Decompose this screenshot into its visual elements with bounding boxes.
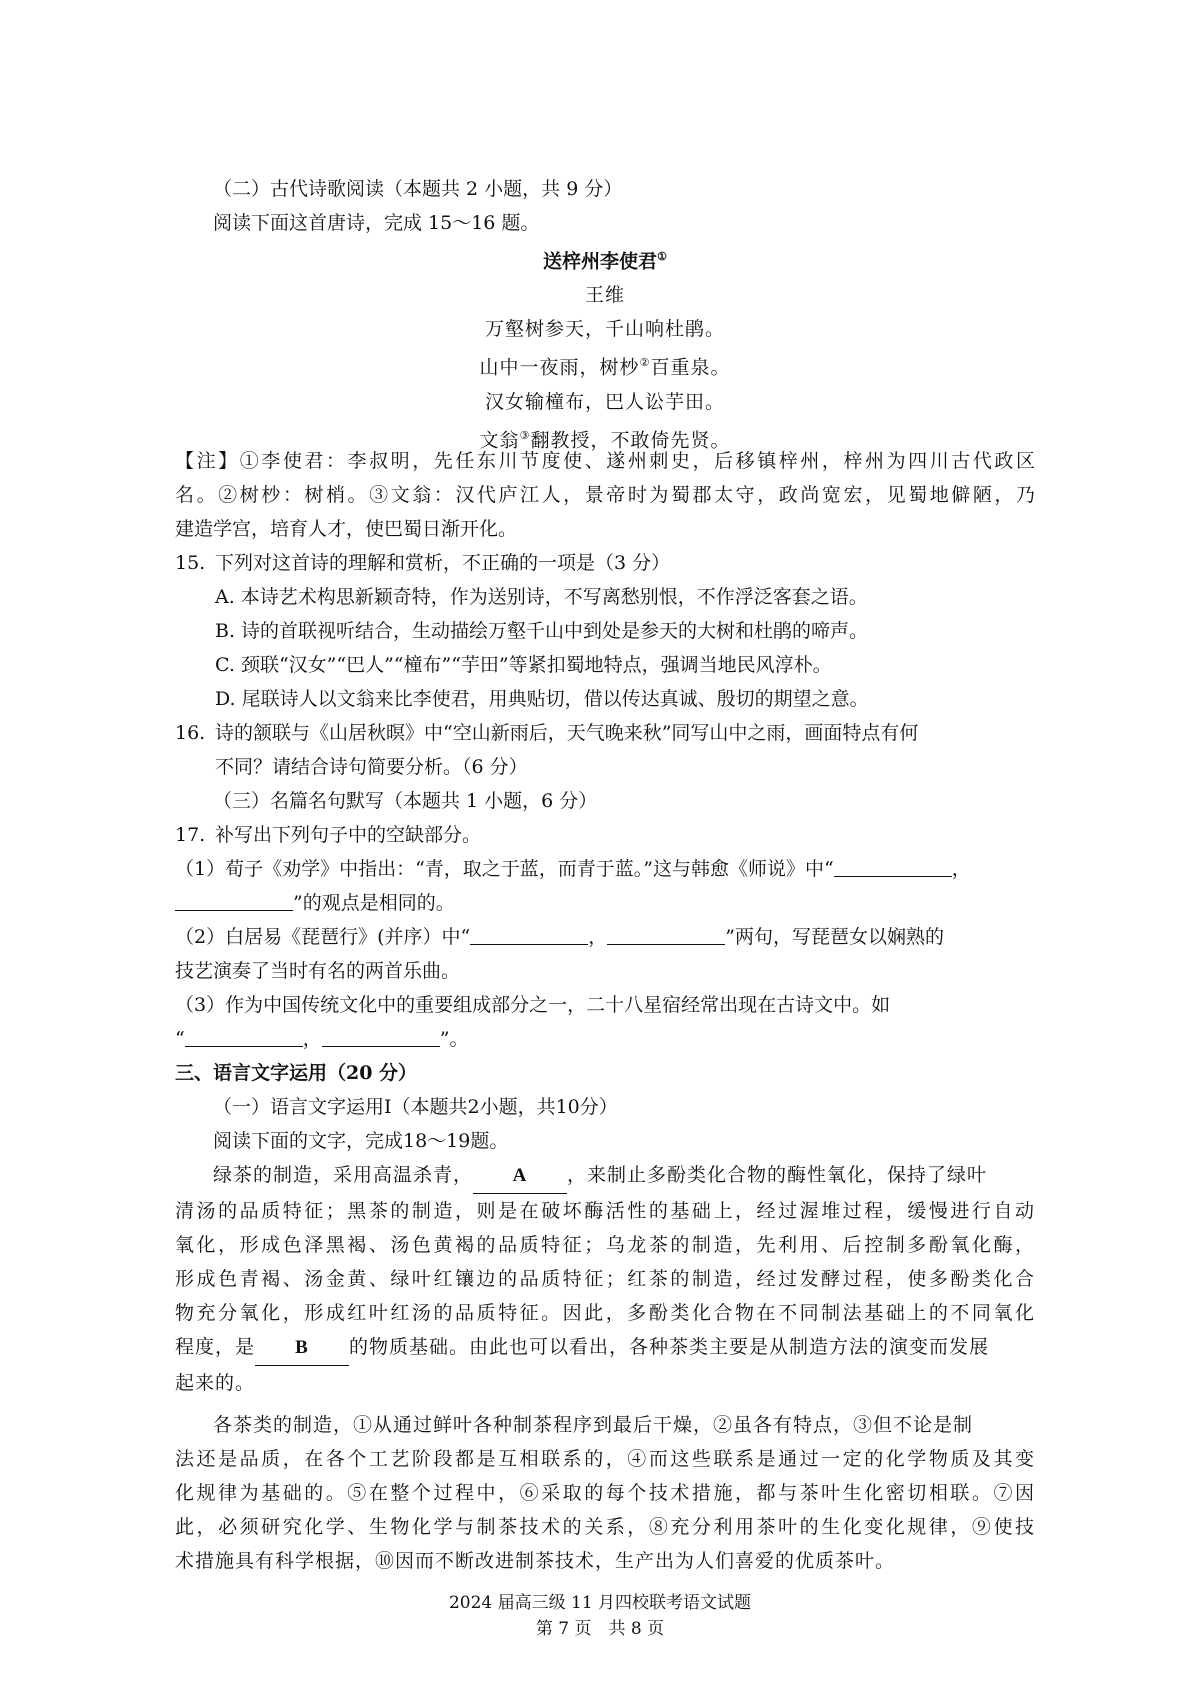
passage-line: 清汤的品质特征；黑茶的制造，则是在破坏酶活性的基础上，经过渥堆过程，缓慢进行自动	[175, 1200, 1035, 1222]
q17-part-1: （1）荀子《劝学》中指出：“青，取之于蓝，而青于蓝。”这与韩愈《师说》中“ ，	[175, 852, 1035, 886]
answer-blank[interactable]	[175, 888, 293, 911]
passage-line: 绿茶的制造，采用高温杀青， A ，来制止多酚类化合物的酶性氧化，保持了绿叶	[175, 1158, 1035, 1194]
note-line-1: 【注】①李使君：李叔明，先任东川节度使、遂州刺史，后移镇梓州，梓州为四川古代政区	[175, 450, 1035, 472]
passage-line: 物充分氧化，形成红叶红汤的品质特征。因此，多酚类化合物在不同制法基础上的不同氧化	[175, 1302, 1035, 1324]
section-language-use	[175, 1056, 1035, 1158]
question-15	[175, 546, 1035, 716]
question-stem-cont: 不同？请结合诗句简要分析。（6 分）	[215, 756, 528, 778]
option-c: C. 颈联“汉女”“巴人”“橦布”“芋田”等紧扣蜀地特点，强调当地民风淳朴。	[215, 654, 832, 676]
question-number: 16.	[175, 722, 206, 744]
answer-blank[interactable]	[322, 1024, 440, 1047]
question-stem: 15. 下列对这首诗的理解和赏析，不正确的一项是（3 分）	[175, 546, 1035, 580]
poem-notes	[175, 444, 1035, 546]
passage-line: 术措施具有科学根据，⑩因而不断改进制茶技术，生产出为人们喜爱的优质茶叶。	[175, 1550, 896, 1572]
passage-1	[175, 1158, 1035, 1400]
poem-author: 王维	[584, 284, 625, 307]
passage-line: 此，必须研究化学、生物化学与制茶技术的关系，⑧充分利用茶叶的生化变化规律，⑨使技	[175, 1516, 1035, 1538]
section-heading-recitation: （三）名篇名句默写（本题共 1 小题，6 分）	[213, 790, 598, 812]
question-number: 17.	[175, 824, 206, 846]
passage-line: 各茶类的制造，①从通过鲜叶各种制茶程序到最后干燥，②虽各有特点，③但不论是制	[213, 1414, 974, 1436]
passage-line: 起来的。	[175, 1372, 256, 1394]
passage-2	[175, 1408, 1035, 1578]
answer-blank[interactable]	[834, 854, 952, 877]
section-heading: （二）古代诗歌阅读（本题共 2 小题，共 9 分）	[213, 178, 623, 200]
question-number: 15.	[175, 552, 206, 574]
passage-line: 化规律为基础的。⑤在整个过程中，⑥采取的每个技术措施，都与茶叶生化密切相联。⑦因	[175, 1482, 1035, 1504]
q17-part-2: （2）白居易《琵琶行》(并序）中“ ， ”两句，写琵琶女以娴熟的	[175, 920, 1035, 954]
part-heading: 三、语言文字运用（20 分）	[175, 1062, 418, 1084]
footer-title: 2024 届高三级 11 月四校联考语文试题	[448, 1593, 752, 1613]
section-instruction: 阅读下面的文字，完成18～19题。	[213, 1130, 509, 1152]
passage-line: 氧化，形成色泽黑褐、汤色黄褐的品质特征；乌龙茶的制造，先利用、后控制多酚氧化酶，	[175, 1234, 1035, 1256]
note-line-3: 建造学宫，培育人才，使巴蜀日渐开化。	[175, 518, 518, 540]
section-instruction: 阅读下面这首唐诗，完成 15～16 题。	[213, 212, 540, 234]
subsection-heading: （一）语言文字运用I（本题共2小题，共10分）	[213, 1096, 618, 1118]
blank-b[interactable]: B	[255, 1331, 349, 1366]
poem-line-2: 山中一夜雨，树杪②百重泉。	[479, 356, 731, 379]
option-b: B. 诗的首联视听结合，生动描绘万壑千山中到处是参天的大树和杜鹃的啼声。	[215, 620, 869, 642]
answer-blank[interactable]	[470, 922, 588, 945]
page-footer	[0, 1590, 1200, 1642]
option-a: A. 本诗艺术构思新颖奇特，作为送别诗，不写离愁别恨，不作浮泛客套之语。	[215, 586, 868, 608]
q17-part-1-cont: ”的观点是相同的。	[175, 886, 1035, 920]
poem-line-1: 万壑树参天，千山响杜鹃。	[484, 318, 725, 341]
passage-line: 程度，是 B 的物质基础。由此也可以看出，各种茶类主要是从制造方法的演变而发展	[175, 1330, 1035, 1366]
question-17	[175, 818, 1035, 1056]
section-poetry	[175, 172, 1035, 457]
q17-part-3: （3）作为中国传统文化中的重要组成部分之一，二十八星宿经常出现在古诗文中。如	[175, 994, 891, 1016]
poem-title: 送梓州李使君①	[543, 250, 667, 273]
poem-line-3: 汉女输橦布，巴人讼芋田。	[484, 390, 725, 413]
question-stem: 17. 补写出下列句子中的空缺部分。	[175, 818, 1035, 852]
q17-part-2-cont: 技艺演奏了当时有名的两首乐曲。	[175, 960, 461, 982]
passage-line: 法还是品质，在各个工艺阶段都是互相联系的，④而这些联系是通过一定的化学物质及其变	[175, 1448, 1035, 1470]
answer-blank[interactable]	[185, 1024, 303, 1047]
blank-a[interactable]: A	[473, 1159, 567, 1194]
question-16	[175, 716, 1035, 818]
page-number: 第 7 页 共 8 页	[535, 1619, 665, 1639]
question-stem: 16. 诗的颔联与《山居秋暝》中“空山新雨后，天气晚来秋”同写山中之雨，画面特点有何	[175, 716, 1035, 750]
passage-line: 形成色青褐、汤金黄、绿叶红镶边的品质特征；红茶的制造，经过发酵过程，使多酚类化合	[175, 1268, 1035, 1290]
option-d: D. 尾联诗人以文翁来比李使君，用典贴切，借以传达真诚、殷切的期望之意。	[215, 688, 869, 710]
q17-part-3-cont: “ ， ”。	[175, 1022, 1035, 1056]
answer-blank[interactable]	[607, 922, 725, 945]
poem-line-4: 文翁③翻教授，不敢倚先贤。	[479, 428, 731, 451]
note-line-2: 名。②树杪：树梢。③文翁：汉代庐江人，景帝时为蜀郡太守，政尚宽宏，见蜀地僻陋，乃	[175, 484, 1035, 506]
